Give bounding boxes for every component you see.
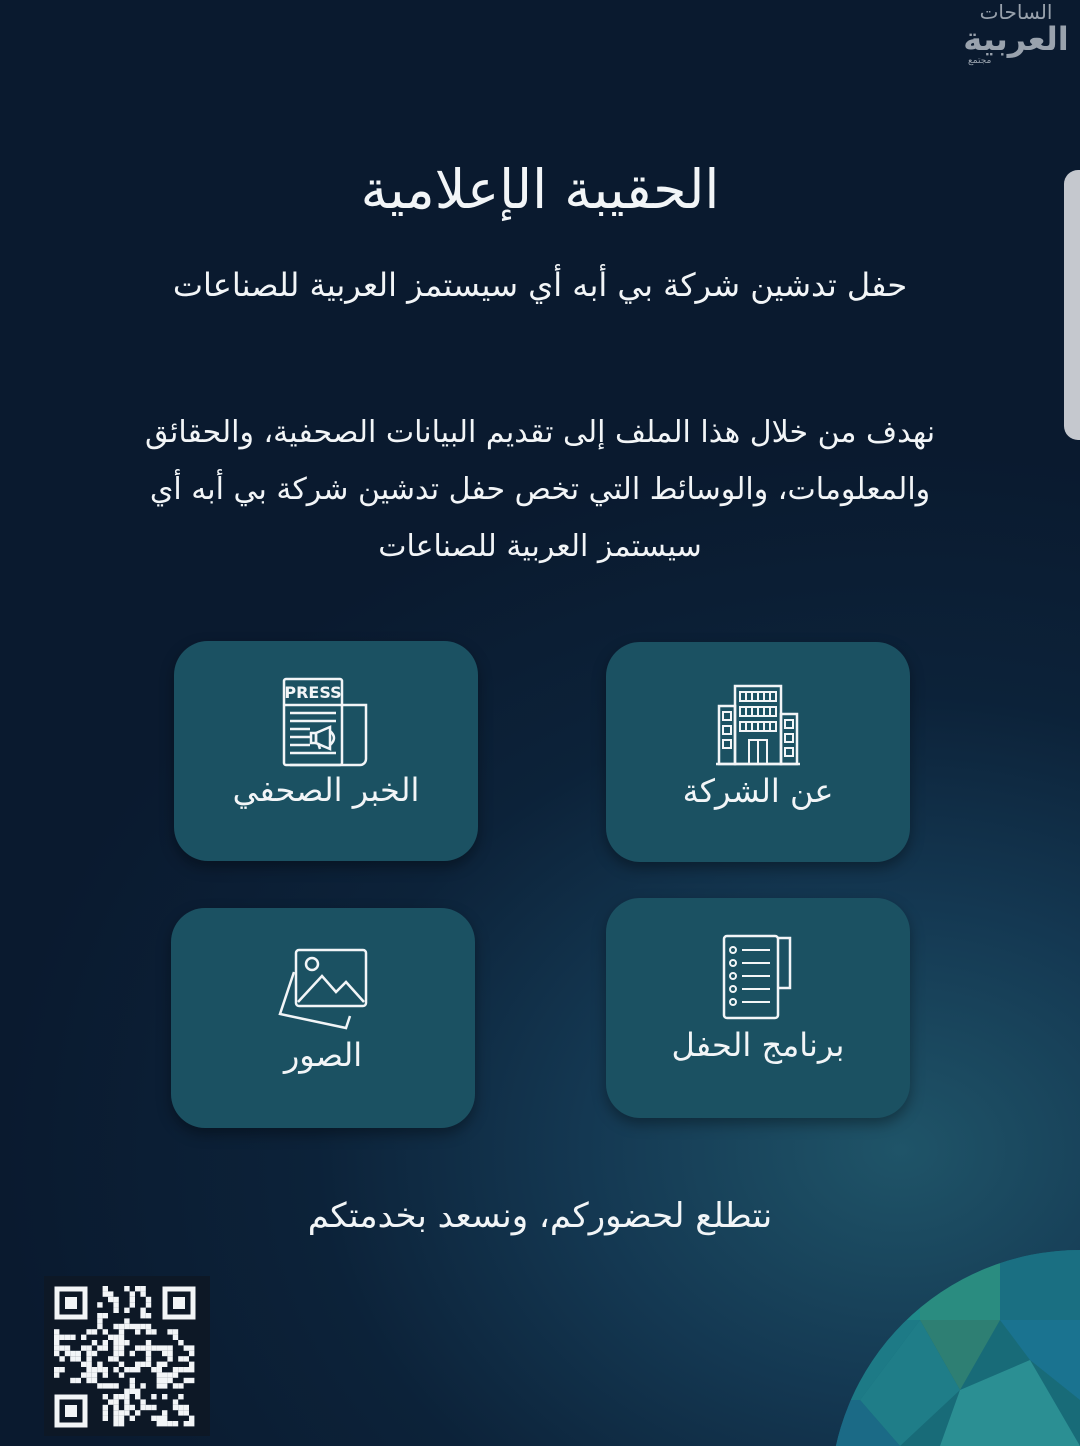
press-release-label: الخبر الصحفي <box>232 771 420 809</box>
photos-icon <box>276 942 370 1032</box>
building-icon <box>715 678 801 768</box>
watermark-line2: العربية <box>963 20 1069 58</box>
intro-paragraph: نهدف من خلال هذا الملف إلى تقديم البيانات الصحفية، والحقائق والمعلومات، والوسائط التي تخص حفل تدشين شركة بي أبه أي سيستمز العربية للصناعات <box>144 415 936 564</box>
watermark-line1: الساحات <box>979 0 1053 24</box>
decorative-geometric-shape <box>780 1240 1080 1446</box>
press-release-button[interactable] <box>174 641 478 861</box>
photos-button[interactable] <box>171 908 475 1128</box>
watermark-line3: مجتمع <box>968 56 992 66</box>
qr-code-graphic <box>44 1276 210 1436</box>
qr-code[interactable] <box>44 1276 210 1436</box>
page-title: الحقيبة الإعلامية <box>360 158 720 221</box>
list-document-icon <box>720 932 796 1022</box>
footer-message: نتطلع لحضوركم، ونسعد بخدمتكم <box>307 1196 773 1236</box>
site-watermark-logo <box>960 0 1072 66</box>
press-newspaper-icon <box>280 677 372 767</box>
page-subtitle: حفل تدشين شركة بي أبه أي سيستمز العربية للصناعات <box>172 266 908 304</box>
ceremony-program-button[interactable] <box>606 898 910 1118</box>
about-company-label: عن الشركة <box>682 772 834 810</box>
ceremony-program-label: برنامج الحفل <box>671 1026 845 1064</box>
press-icon-text: PRESS <box>284 683 342 702</box>
about-company-button[interactable] <box>606 642 910 862</box>
photos-label: الصور <box>283 1036 363 1074</box>
